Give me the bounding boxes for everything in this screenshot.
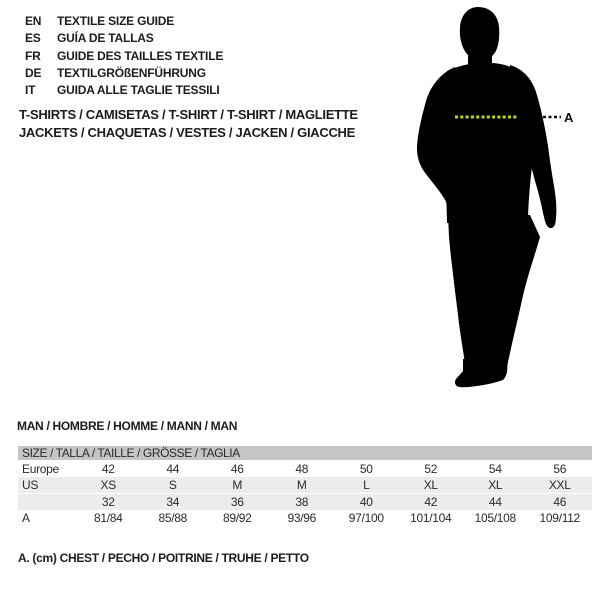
- size-cell: 34: [166, 495, 180, 509]
- size-cell: 101/104: [410, 511, 452, 525]
- size-cell: 48: [295, 462, 309, 476]
- foot-shape: [455, 359, 507, 387]
- size-cell: M: [296, 478, 307, 492]
- size-cell: 42: [101, 462, 115, 476]
- size-cell: XS: [100, 478, 116, 492]
- language-code: EN: [25, 14, 42, 28]
- size-cell: 42: [424, 495, 438, 509]
- language-label: GUÍA DE TALLAS: [57, 31, 154, 46]
- size-cell: M: [232, 478, 243, 492]
- language-row: [25, 48, 223, 65]
- size-row-europe: [18, 461, 592, 477]
- size-row-us-numeric: [18, 493, 592, 510]
- size-cell: 46: [230, 462, 244, 476]
- language-row: [25, 13, 223, 30]
- size-cell: 38: [295, 495, 309, 509]
- size-table: [18, 446, 592, 526]
- size-cell: 105/108: [474, 511, 516, 525]
- size-cell: 40: [359, 495, 373, 509]
- size-cell: 44: [488, 495, 502, 509]
- measure-label-a: A: [564, 110, 574, 125]
- size-cell: 89/92: [222, 511, 252, 525]
- category-line-tshirts: T-SHIRTS / CAMISETAS / T-SHIRT / T-SHIRT / MAGLIETTE: [19, 107, 358, 122]
- size-row-label: US: [22, 478, 39, 492]
- size-cell: 97/100: [348, 511, 384, 525]
- size-cell: XL: [488, 478, 503, 492]
- language-label: GUIDE DES TAILLES TEXTILE: [57, 48, 224, 63]
- language-label: TEXTILE SIZE GUIDE: [57, 14, 175, 28]
- language-code: FR: [25, 48, 41, 63]
- language-row: [25, 82, 223, 99]
- size-cell: 56: [553, 462, 567, 476]
- size-row-us: [18, 477, 592, 493]
- size-cell: 44: [166, 462, 180, 476]
- size-cell: 93/96: [287, 511, 317, 525]
- language-code: IT: [25, 83, 36, 98]
- size-row-label: A: [22, 511, 30, 525]
- size-cell: 52: [424, 462, 438, 476]
- gender-line: MAN / HOMBRE / HOMME / MANN / MAN: [17, 419, 238, 433]
- garment-categories: [19, 106, 358, 142]
- size-row-label: Europe: [22, 462, 59, 476]
- language-list: [25, 13, 223, 99]
- size-cell: 32: [101, 495, 115, 509]
- size-cell: 85/88: [158, 511, 188, 525]
- man-silhouette: [415, 5, 575, 395]
- language-code: DE: [25, 65, 42, 80]
- measurement-footnote: A. (cm) CHEST / PECHO / POITRINE / TRUHE / PETTO: [18, 551, 309, 565]
- size-cell: XL: [423, 478, 438, 492]
- size-cell: 36: [230, 495, 244, 509]
- size-cell: 46: [553, 495, 567, 509]
- language-row: [25, 30, 223, 47]
- size-cell: XXL: [548, 478, 571, 492]
- size-cell: 109/112: [539, 511, 580, 525]
- size-cell: L: [363, 478, 370, 492]
- size-row-chest-cm: [18, 510, 592, 526]
- category-line-jackets: JACKETS / CHAQUETAS / VESTES / JACKEN / GIACCHE: [19, 125, 355, 140]
- size-cell: 50: [359, 462, 373, 476]
- size-cell: S: [168, 478, 177, 492]
- size-cell: 54: [488, 462, 502, 476]
- size-table-header: SIZE / TALLA / TAILLE / GRÖSSE / TAGLIA: [18, 446, 592, 460]
- language-label: TEXTILGRÖßENFÜHRUNG: [57, 65, 206, 80]
- size-cell: 81/84: [93, 511, 123, 525]
- language-label: GUIDA ALLE TAGLIE TESSILI: [57, 83, 220, 98]
- legs-shape: [448, 215, 540, 367]
- language-code: ES: [25, 31, 41, 46]
- language-row: [25, 65, 223, 82]
